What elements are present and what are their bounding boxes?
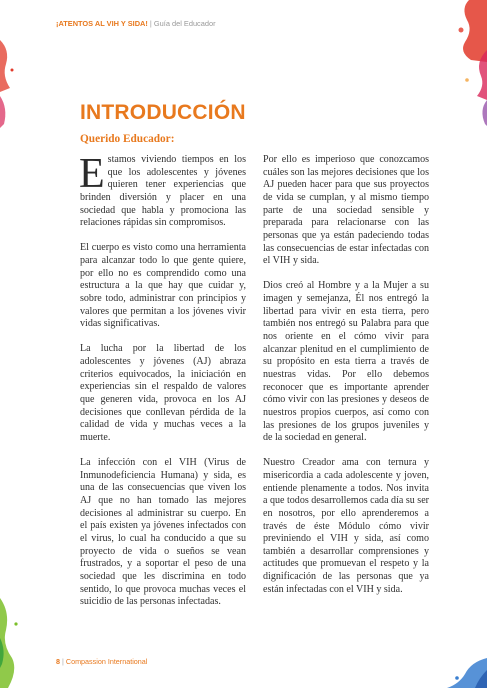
paragraph-text: stamos viviendo tiempos en los que los adolescentes y jóvenes quieren tener experiencias que brinden diversión y placer en una sociedad que habla y promociona las relaciones rápidas sin compromisos.	[80, 154, 246, 229]
right-column	[263, 154, 429, 609]
paragraph	[79, 151, 246, 230]
footer-separator: |	[62, 657, 64, 666]
paragraph: Nuestro Creador ama con ternura y misericordia a cada adolescente y joven, entiende plenamente a todos. Nos invita a que todos desarrollemos cada día su ser en nosotros, por ello aprenderemos a través de éste Módulo cómo vivir previniendo el VIH y sida, así como también a desarrollar comprensiones y actitudes que promuevan el respeto y la dignificación de las personas que ya están infectadas con el VIH y sida.	[263, 457, 429, 595]
header-separator: |	[149, 19, 152, 28]
header-brand: ¡ATENTOS AL VIH Y SIDA!	[56, 19, 148, 28]
paragraph: Dios creó al Hombre y a la Mujer a su imagen y semejanza, Él nos entregó la libertad para vivir en esta tierra, pero también nos entregó su Palabra para que nos oriente en el cómo vivir para alcanzar plenitud en el cumplimiento de su propósito en esta tierra a través de nuestras vidas. Por ello debemos reconocer que es importante aprender cómo vivir con las presiones y deseos de nuestros propios cuerpos, así como con las presiones de los grupos juveniles y de la sociedad en general.	[263, 280, 429, 444]
drop-cap: E	[79, 151, 105, 197]
page-number: 8	[56, 657, 60, 666]
paragraph: La infección con el VIH (Virus de Inmunodeficiencia Humana) y sida, es una de las consecuencias que viven los AJ que no han tomado las mejores decisiones al administrar su cuerpo. En el país existen ya jóvenes infectados con el virus, lo cual ha conducido a que su proyecto de vida o sueños se vean frustrados, y a soportar el peso de una sociedad que les discrimina en todo sentido, lo que provoca muchas veces el suicidio de las personas infectadas.	[80, 456, 246, 608]
page-title: INTRODUCCIÓN	[80, 101, 246, 124]
paint-splash-top-left	[0, 0, 24, 150]
paint-splash-bottom-left	[0, 578, 26, 688]
paint-splash-bottom-right	[427, 648, 487, 688]
header-subtitle: Guía del Educador	[153, 19, 216, 28]
paint-splash-top-right	[447, 0, 487, 130]
running-header	[56, 19, 216, 28]
paragraph: El cuerpo es visto como una herramienta para alcanzar todo lo que gente quiere, por ello no es comprendido como una estructura a la que hay que cuidar y, sobre todo, administrar con principios y valores que permitan a los jóvenes vivir vidas significativas.	[80, 242, 246, 330]
paragraph: Por ello es imperioso que conozcamos cuáles son las mejores decisiones que los AJ pueden hacer para que sus proyectos de vida se cumplan, y al mismo tiempo parte de una sociedad sensible y preparada para relacionarse con las personas que ya están padeciendo todas las consecuencias de estar infectadas con el VIH y sida.	[263, 154, 429, 267]
left-column	[79, 151, 246, 621]
footer-organization: Compassion International	[65, 657, 148, 666]
salutation: Querido Educador:	[80, 133, 175, 145]
running-footer	[56, 657, 147, 666]
paragraph: La lucha por la libertad de los adolescentes y jóvenes (AJ) abraza criterios equivocados, la iniciación en experiencias sin el respaldo de valores que generen vida, provoca en los AJ decisiones que conllevan pérdida de la calidad de vida y muchas veces a la muerte.	[80, 343, 246, 443]
